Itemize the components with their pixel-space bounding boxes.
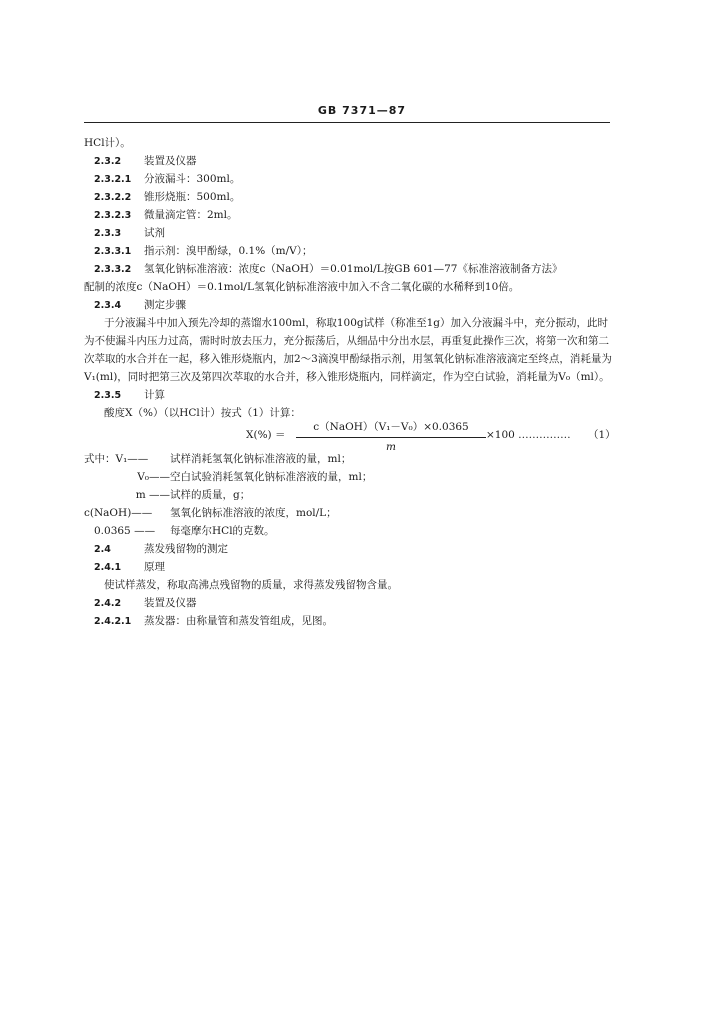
section-item [84,242,614,260]
section-number: 2.3.2.3 [94,210,132,221]
formula-lhs: X(%) ＝ [246,429,286,441]
section-heading [84,594,614,612]
section-title: 计算 [144,389,165,401]
item-text: 锥形烧瓶：500ml。 [144,191,241,203]
section-number: 2.4.2.1 [94,616,132,627]
section-heading [84,540,614,558]
formula [84,421,616,453]
section-item [84,260,614,278]
section-title: 蒸发残留物的测定 [144,543,228,555]
section-number: 2.3.3 [94,228,122,239]
formula-numerator: c（NaOH）（V₁－V₀）×0.0365 [296,418,486,438]
legend-symbol: c(NaOH)—— [84,507,153,519]
section-heading [84,152,614,170]
text-line: 使试样蒸发，称取高沸点残留物的质量，求得蒸发残留物含量。 [104,579,398,591]
section-title: 测定步骤 [144,299,186,311]
section-number: 2.3.2 [94,156,122,167]
item-text: 氢氧化钠标准溶液：浓度c（NaOH）＝0.01mol/L按GB 601—77《标准溶液制备方法》 [144,263,563,275]
legend-row [84,450,614,468]
item-text: 蒸发器：由称量管和蒸发管组成，见图。 [144,615,333,627]
section-number: 2.4.2 [94,598,122,609]
section-heading [84,224,614,242]
text-line: 酸度X（%）（以HCl计）按式（1）计算： [104,407,301,419]
text-line: HCl计）。 [84,137,131,149]
equation-number: （1） [588,429,616,441]
section-item [84,188,614,206]
legend-row [84,522,614,540]
legend-description: 每毫摩尔HCl的克数。 [170,525,275,537]
legend-description: 试样消耗氢氧化钠标准溶液的量，ml； [170,453,352,465]
section-item [84,612,614,630]
section-item [84,206,614,224]
text-line: 配制的浓度c（NaOH）＝0.1mol/L氢氧化钠标准溶液中加入不含二氧化碳的水稀释到10倍。 [84,281,520,293]
legend-description: 试样的质量，g； [170,489,251,501]
legend-description: 空白试验消耗氢氧化钠标准溶液的量，ml； [170,471,373,483]
section-title: 装置及仪器 [144,597,197,609]
section-number: 2.3.2.1 [94,174,132,185]
formula-rhs: ×100 …………… [486,429,571,441]
section-title: 装置及仪器 [144,155,197,167]
section-number: 2.3.2.2 [94,192,132,203]
page-header: GB 7371—87 [317,104,407,117]
legend-row [84,504,614,522]
section-heading [84,558,614,576]
section-item [84,170,614,188]
item-text: 分液漏斗：300ml。 [144,173,241,185]
legend-row [84,486,614,504]
section-number: 2.3.4 [94,300,122,311]
header-rule [84,122,610,123]
item-text: 指示剂：溴甲酚绿，0.1%（m/V）； [144,245,313,257]
section-number: 2.4.1 [94,562,122,573]
document-body [84,134,614,630]
section-number: 2.3.3.2 [94,264,132,275]
procedure-paragraph: 于分液漏斗中加入预先冷却的蒸馏水100ml，称取100g试样（称准至1g）加入分液漏斗中，充分振动，此时为不使漏斗内压力过高，需时时放去压力，充分振荡后，从细品中分出水层，再重复此操作三次，将第一次和第二次萃取的水合并在一起，移入锥形烧瓶内，加2～3滴溴甲酚绿指示剂，用氢氧化钠标准溶液滴定至终点，消耗量为V₁(ml)，同时把第三次及第四次萃取的水合并，移入锥形烧瓶内，同样滴定，作为空白试验，消耗量为V₀（ml）。 [84,317,612,383]
formula-denominator: m [386,441,396,453]
legend-symbol: 0.0365 —— [94,525,156,537]
section-number: 2.3.5 [94,390,122,401]
legend-row [84,468,614,486]
section-heading [84,296,614,314]
section-number: 2.3.3.1 [94,246,132,257]
section-heading [84,386,614,404]
legend-symbol: V₀—— [137,471,170,483]
section-number: 2.4 [94,544,111,555]
section-title: 原理 [144,561,165,573]
legend-symbol: 式中：V₁—— [84,453,149,465]
legend-description: 氢氧化钠标准溶液的浓度，mol/L； [170,507,337,519]
item-text: 微量滴定管：2ml。 [144,209,238,221]
section-title: 试剂 [144,227,165,239]
legend-symbol: m —— [135,489,170,501]
